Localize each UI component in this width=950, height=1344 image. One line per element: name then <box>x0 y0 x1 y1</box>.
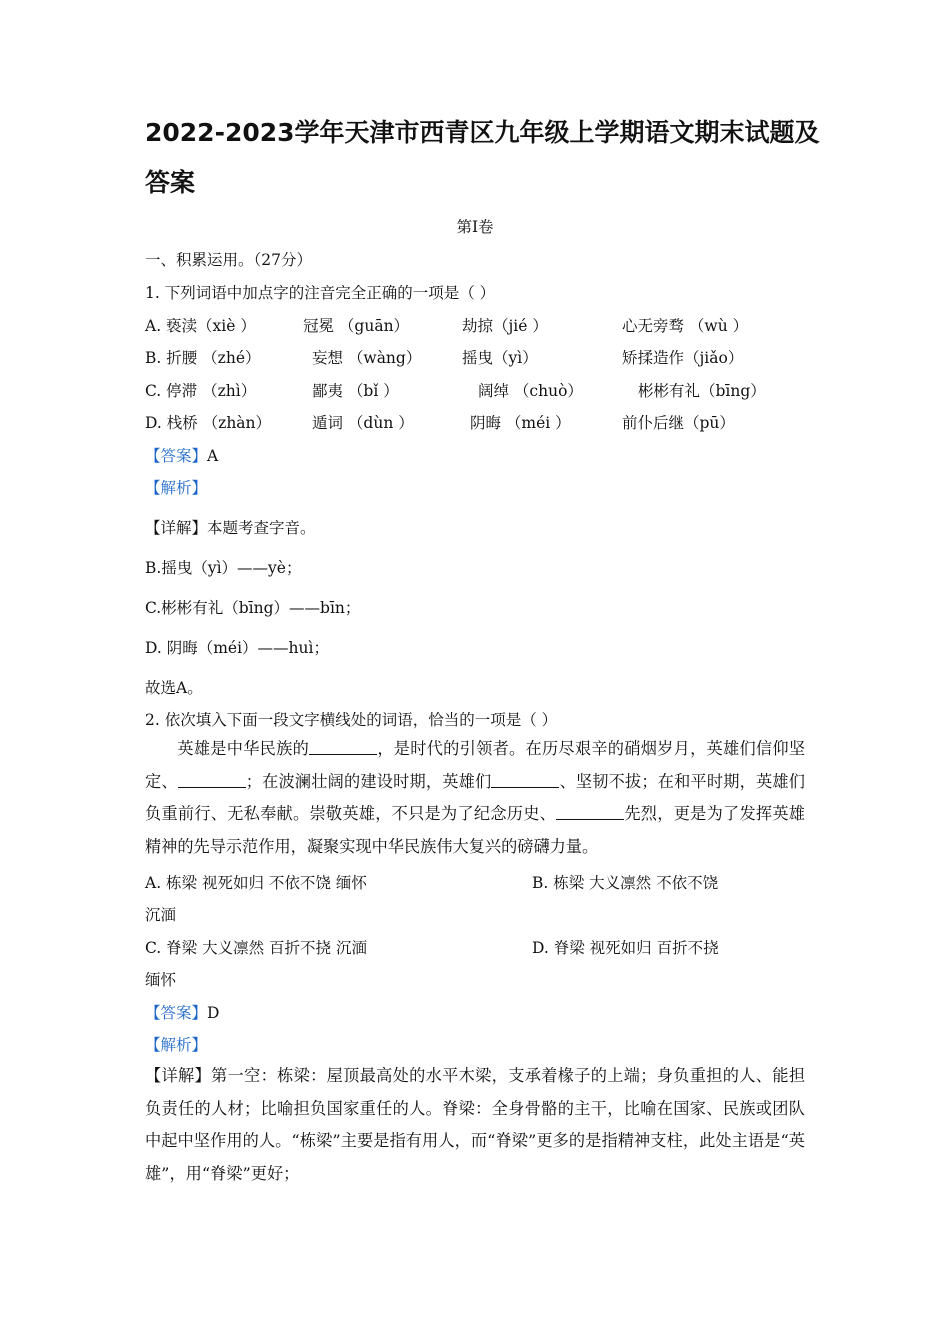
q2-option-c: C. 脊梁 大义凛然 百折不挠 沉湎 <box>145 939 367 957</box>
q1-option-d-2: 遁词 （dùn ） <box>312 414 414 432</box>
q2-option-a: A. 栋梁 视死如归 不依不饶 缅怀 <box>145 874 367 892</box>
q2-analysis-tag: 【解析】 <box>145 1036 208 1054</box>
q1-explain-line: 故选A。 <box>145 679 203 697</box>
q1-option-a-2: 冠冕 （guān） <box>303 317 410 335</box>
passage-text: ，是时代的引领者。在历尽艰辛的硝烟岁月，英雄们信仰坚定、 <box>145 739 806 791</box>
q2-option-d-cont: 缅怀 <box>145 971 177 989</box>
answer-tag: 【答案】 <box>145 1004 208 1022</box>
q1-option-a-4: 心无旁骛 （wù ） <box>622 317 749 335</box>
detail-tag: 【详解】 <box>145 1066 212 1085</box>
q2-option-b: B. 栋梁 大义凛然 不依不饶 <box>532 874 719 892</box>
q1-analysis-tag: 【解析】 <box>145 479 208 497</box>
q1-option-c-4: 彬彬有礼（bīng） <box>638 382 766 400</box>
q1-option-b-3: 摇曳（yì） <box>462 349 538 367</box>
passage-text: 先烈，更是为了发挥英雄精神的先导示范作用，凝聚实现中华民族伟大复兴的磅礴力量。 <box>145 804 805 856</box>
q1-option-b-4: 矫揉造作（jiǎo） <box>622 349 744 367</box>
q1-explain-line: D. 阴晦（méi）——huì； <box>145 639 329 657</box>
q2-stem: 2. 依次填入下面一段文字横线处的词语，恰当的一项是（ ） <box>145 711 558 729</box>
q1-option-a-1: A. 亵渎（xiè ） <box>145 317 256 335</box>
fill-blank <box>309 740 377 755</box>
q1-option-b-2: 妄想 （wàng） <box>312 349 422 367</box>
q1-option-d-1: D. 栈桥 （zhàn） <box>145 414 272 432</box>
q1-option-d-4: 前仆后继（pū） <box>622 414 735 432</box>
q1-option-c-2: 鄙夷 （bǐ ） <box>312 382 399 400</box>
q2-detail <box>145 1060 805 1190</box>
q1-detail: 【详解】本题考查字音。 <box>145 519 316 537</box>
q1-explain-line: C.彬彬有礼（bīng）——bīn； <box>145 599 361 617</box>
detail-text: 第一空：栋梁：屋顶最高处的水平木梁，支承着椽子的上端；身负重担的人、能担负责任的人材；比喻担负国家重任的人。脊梁：全身骨骼的主干，比喻在国家、民族或团队中起中坚作用的人。“栋梁”主要是指有用人，而“脊梁”更多的是指精神支柱，此处主语是“英雄”，用“脊梁”更好； <box>145 1066 806 1183</box>
q1-option-c-3: 阔绰 （chuò） <box>478 382 583 400</box>
q2-answer <box>145 1001 219 1023</box>
answer-value: A <box>207 447 219 465</box>
q1-answer <box>145 444 218 466</box>
q1-option-d-3: 阴晦 （méi ） <box>470 414 571 432</box>
document-title: 2022-2023学年天津市西青区九年级上学期语文期末试题及答案 <box>145 118 820 197</box>
fill-blank <box>491 773 559 788</box>
section-heading: 一、积累运用。（27分） <box>145 251 312 269</box>
answer-tag: 【答案】 <box>145 447 208 465</box>
q1-stem: 1. 下列词语中加点字的注音完全正确的一项是（ ） <box>145 284 496 302</box>
q2-option-b-cont: 沉湎 <box>145 906 177 924</box>
q1-option-c-1: C. 停滞 （zhì） <box>145 382 257 400</box>
answer-value: D <box>207 1004 220 1022</box>
volume-heading: 第Ⅰ卷 <box>456 218 494 236</box>
q2-passage <box>145 733 805 863</box>
q1-explain-line: B.摇曳（yì）——yè； <box>145 559 302 577</box>
fill-blank <box>556 805 624 820</box>
fill-blank <box>178 773 246 788</box>
passage-text: 英雄是中华民族的 <box>177 739 310 758</box>
q1-option-b-1: B. 折腰 （zhé） <box>145 349 261 367</box>
q1-option-a-3: 劫掠（jié ） <box>462 317 548 335</box>
q2-option-d: D. 脊梁 视死如归 百折不挠 <box>532 939 719 957</box>
passage-text: ；在波澜壮阔的建设时期，英雄们 <box>245 771 492 791</box>
passage-text: 、坚韧不拔；在和平时期，英雄们负重前行、无私奉献。崇敬英雄，不只是为了纪念历史、 <box>145 771 805 823</box>
